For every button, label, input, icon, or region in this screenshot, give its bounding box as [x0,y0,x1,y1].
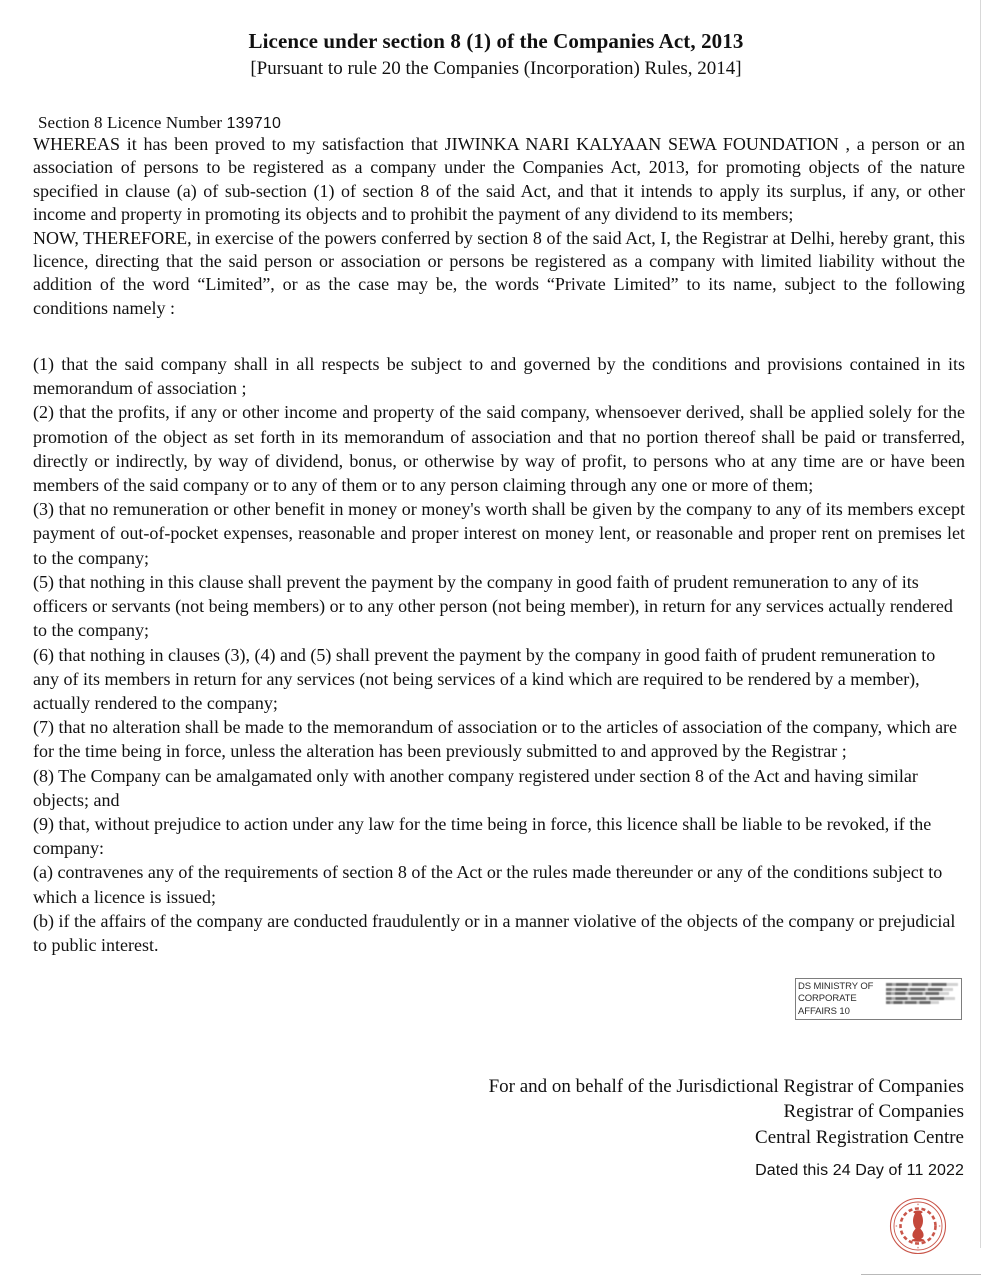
signature-smudge-line [886,997,955,1000]
dated-line: Dated this 24 Day of 11 2022 [755,1161,964,1179]
signature-smudge-line [886,992,949,995]
signature-line-3: Central Registration Centre [755,1126,964,1148]
signature-line-1: For and on behalf of the Jurisdictional Registrar of Companies [488,1076,964,1097]
licence-number-label: Section 8 Licence Number [38,112,223,132]
ds-line-3: AFFAIRS 10 [798,1005,850,1017]
digital-signature-illegible-detail [884,979,961,1019]
signature-smudge-line [886,988,953,991]
paragraph-now-therefore: NOW, THEREFORE, in exercise of the powers conferred by section 8 of the said Act, I, the Registrar at Delhi, hereby grant, this licence, directing that the said person or association or persons be registered as a company with limited liability without the addition of the word “Limited”, or as the case may be, the words “Private Limited” to its name, subject to the following conditions namely : [33,227,965,318]
official-seal-icon [888,1196,948,1256]
conditions-list [33,352,965,957]
clause-9: (9) that, without prejudice to action under any law for the time being in force, this licence shall be liable to be revoked, if the company: [33,813,932,859]
ds-line-1: DS MINISTRY OF [798,981,874,992]
clause-3: (3) that no remuneration or other benefit in money or money's worth shall be given by the company to any of its members except payment of out-of-pocket expenses, reasonable and proper interest on money lent, or reasonable and proper rent on premises let to the company; [33,499,965,568]
signature-line-2: Registrar of Companies [783,1101,964,1123]
signature-smudge-line [886,983,958,986]
ds-line-2: CORPORATE [798,993,857,1005]
signature-block [404,1074,964,1180]
licence-number-value: 139710 [226,114,282,132]
signature-smudge-line [886,1001,939,1004]
digital-signature-stamp [795,978,962,1020]
document-body [27,113,965,957]
clause-8: (8) The Company can be amalgamated only with another company registered under section 8 of the Act and having similar objects; and [33,765,918,810]
page-title: Licence under section 8 (1) of the Companies Act, 2013 [248,29,744,53]
clause-5: (5) that nothing in this clause shall prevent the payment by the company in good faith of prudent remuneration to any of its officers or servants (not being members) or to any other person (not being member), in return for any services actually rendered to the company; [33,571,953,641]
licence-number-line [38,113,965,133]
clause-9b: (b) if the affairs of the company are conducted fraudulently or in a manner violative of the objects of the company or prejudicial to public interest. [33,910,956,955]
clause-2: (2) that the profits, if any or other income and property of the said company, whensoever derived, shall be applied solely for the promotion of the object as set forth in its memorandum of association and that no portion thereof shall be paid or transferred, directly or indirectly, by way of dividend, bonus, or otherwise by way of profit, to persons who at any time are or have been members of the said company or to any of them or to any person claiming through any one or more of them; [33,402,965,496]
digital-signature-text [796,979,884,1019]
clause-6: (6) that nothing in clauses (3), (4) and (5) shall prevent the payment by the company in good faith of prudent remuneration to any of its members in return for any services (not being services of a kind which are required to be rendered by a member), actually rendered to the company; [33,644,936,713]
clause-1: (1) that the said company shall in all respects be subject to and governed by the conditions and provisions contained in its memorandum of association ; [33,354,965,399]
scan-edge-artifact-right [980,0,981,1248]
document-header [0,0,992,82]
paragraph-whereas: WHEREAS it has been proved to my satisfaction that JIWINKA NARI KALYAAN SEWA FOUNDATION , a person or an association of persons to be registered as a company under the Companies Act, 2013, for promoting objects of the nature specified in clause (a) of sub-section (1) of section 8 of the said Act, and that it intends to apply its surplus, if any, or other income and property in promoting its objects and to prohibit the payment of any dividend to its members; [33,133,965,225]
scan-edge-artifact-bottom [861,1274,981,1275]
page-subtitle: [Pursuant to rule 20 the Companies (Incorporation) Rules, 2014] [250,58,742,80]
clause-7: (7) that no alteration shall be made to the memorandum of association or to the articles of association of the company, which are for the time being in force, unless the alteration has been previously submitted to and approved by the Registrar ; [33,717,958,762]
clause-9a: (a) contravenes any of the requirements of section 8 of the Act or the rules made thereunder or any of the conditions subject to which a licence is issued; [33,862,943,907]
